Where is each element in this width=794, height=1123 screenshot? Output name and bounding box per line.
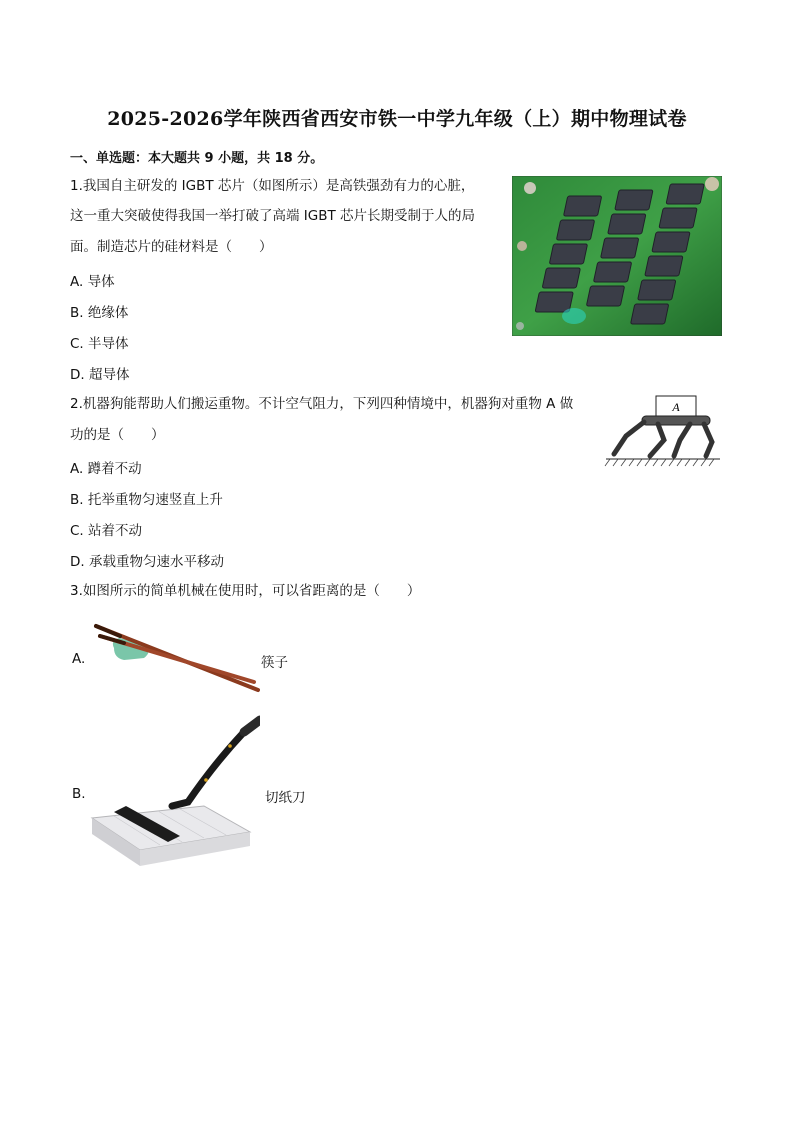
q1-text-line-2: 这一重大突破使得我国一举打破了高端 IGBT 芯片长期受制于人的局	[70, 208, 476, 224]
q1-option-c: C. 半导体	[70, 336, 129, 352]
robot-dog-diagram	[604, 392, 722, 474]
q2-text-line-2: 功的是（ ）	[70, 427, 165, 443]
q2-option-a: A. 蹲着不动	[70, 461, 142, 477]
paper-cutter-image	[84, 714, 260, 878]
q2-option-d: D. 承载重物匀速水平移动	[70, 554, 224, 570]
q1-text-line-3: 面。制造芯片的硅材料是（ ）	[70, 239, 273, 255]
q1-text-line-1: 1.我国自主研发的 IGBT 芯片（如图所示）是高铁强劲有力的心脏，	[70, 178, 475, 194]
q2-option-b: B. 托举重物匀速竖直上升	[70, 492, 223, 508]
q3-option-a-letter: A.	[72, 651, 86, 667]
q3-option-b-letter: B.	[72, 786, 86, 802]
q2-text-line-1: 2.机器狗能帮助人们搬运重物。不计空气阻力，下列四种情境中，机器狗对重物 A 做	[70, 396, 574, 412]
q1-option-a: A. 导体	[70, 274, 115, 290]
q1-option-d: D. 超导体	[70, 367, 130, 383]
igbt-chip-photo	[512, 176, 722, 336]
q3-option-a-label: 筷子	[261, 655, 288, 671]
section-heading: 一、单选题：本大题共 9 小题，共 18 分。	[70, 151, 324, 166]
q1-option-b: B. 绝缘体	[70, 305, 129, 321]
weight-a-label: A	[672, 400, 680, 414]
q3-option-b-label: 切纸刀	[265, 790, 306, 806]
q3-text-line-1: 3.如图所示的简单机械在使用时，可以省距离的是（ ）	[70, 583, 421, 599]
page-title: 2025-2026学年陕西省西安市铁一中学九年级（上）期中物理试卷	[107, 108, 687, 130]
q2-option-c: C. 站着不动	[70, 523, 143, 539]
chopsticks-image	[90, 618, 260, 698]
